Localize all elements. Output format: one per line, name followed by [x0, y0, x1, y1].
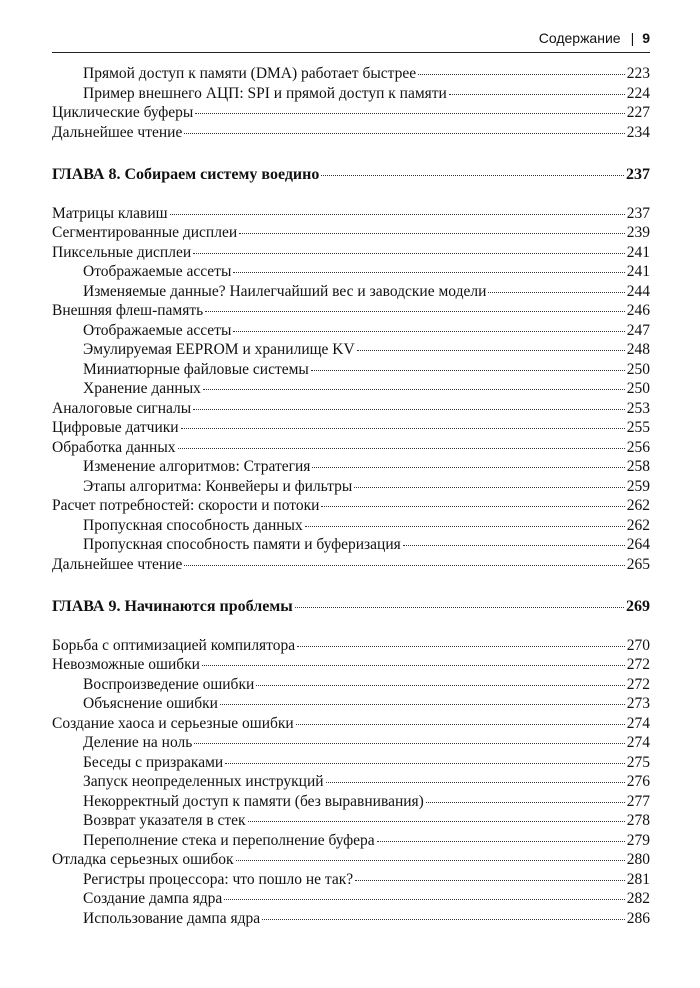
dot-leader	[224, 898, 624, 900]
toc-entry-page: 234	[626, 123, 650, 141]
toc-subsection-entry[interactable]	[52, 753, 650, 773]
dot-leader	[181, 427, 625, 429]
toc-entry-title: Изменение алгоритмов: Стратегия	[83, 458, 311, 475]
dot-leader	[296, 723, 625, 725]
toc-entry-title: Использование дампа ядра	[83, 909, 261, 927]
toc-section-entry[interactable]	[52, 714, 650, 734]
toc-entry-title: Пропускная способность данных	[83, 516, 303, 534]
toc-entry-title: Возврат указателя в стек	[83, 812, 246, 829]
dot-leader	[321, 505, 624, 507]
toc-entry-page: 280	[626, 851, 650, 868]
toc-subsection-entry[interactable]	[52, 772, 650, 792]
table-of-contents	[52, 64, 650, 928]
dot-leader	[170, 213, 625, 215]
page-number: 9	[642, 30, 650, 46]
toc-entry-page: 227	[626, 104, 650, 121]
toc-entry-page: 276	[626, 773, 650, 790]
toc-entry-title: Изменяемые данные? Наилегчайший вес и заводские модели	[83, 282, 487, 300]
toc-subsection-entry[interactable]	[52, 262, 650, 282]
toc-entry-title: Миниатюрные файловые системы	[83, 360, 309, 378]
toc-subsection-entry[interactable]	[52, 321, 650, 341]
dot-leader	[305, 525, 625, 527]
toc-entry-page: 278	[626, 812, 650, 829]
toc-subsection-entry[interactable]	[52, 831, 650, 851]
toc-entry-title: Отображаемые ассеты	[83, 263, 232, 280]
dot-leader	[205, 310, 625, 312]
toc-section-entry[interactable]	[52, 850, 650, 870]
toc-entry-title: Аналоговые сигналы	[52, 399, 192, 417]
toc-section-entry[interactable]	[52, 655, 650, 675]
toc-subsection-entry[interactable]	[52, 84, 650, 104]
toc-subsection-entry[interactable]	[52, 516, 650, 536]
toc-subsection-entry[interactable]	[52, 675, 650, 695]
toc-section-entry[interactable]	[52, 399, 650, 419]
toc-subsection-entry[interactable]	[52, 733, 650, 753]
dot-leader	[220, 703, 625, 705]
toc-entry-page: 272	[626, 656, 650, 673]
toc-section-entry[interactable]	[52, 496, 650, 516]
toc-entry-page: 275	[626, 753, 650, 771]
dot-leader	[311, 369, 625, 371]
toc-entry-title: Прямой доступ к памяти (DMA) работает быстрее	[83, 65, 417, 82]
toc-entry-page: 237	[626, 166, 650, 183]
toc-entry-page: 223	[626, 65, 650, 82]
toc-entry-title: Запуск неопределенных инструкций	[83, 773, 324, 790]
toc-subsection-entry[interactable]	[52, 870, 650, 890]
toc-subsection-entry[interactable]	[52, 694, 650, 714]
toc-entry-title: Пиксельные дисплеи	[52, 243, 192, 261]
toc-entry-page: 241	[626, 263, 650, 280]
toc-entry-title: Сегментированные дисплеи	[52, 224, 238, 241]
toc-entry-title: Невозможные ошибки	[52, 656, 200, 673]
dot-leader	[418, 73, 625, 75]
toc-entry-page: 274	[626, 714, 650, 732]
toc-entry-title: Расчет потребностей: скорости и потоки	[52, 497, 320, 514]
toc-entry-page: 282	[626, 890, 650, 907]
toc-entry-page: 246	[626, 302, 650, 319]
toc-section-entry[interactable]	[52, 123, 650, 143]
dot-leader	[297, 645, 625, 647]
dot-leader	[184, 132, 624, 134]
toc-entry-title: Внешняя флеш-память	[52, 302, 204, 319]
toc-entry-page: 237	[626, 204, 650, 222]
toc-entry-title: Хранение данных	[83, 380, 201, 397]
toc-entry-title: Деление на ноль	[83, 734, 193, 751]
toc-section-entry[interactable]	[52, 555, 650, 575]
dot-leader	[321, 174, 624, 176]
toc-entry-page: 273	[626, 695, 650, 712]
dot-leader	[256, 684, 624, 686]
dot-leader	[194, 742, 624, 744]
toc-entry-page: 272	[626, 675, 650, 693]
dot-leader	[236, 859, 625, 861]
toc-subsection-entry[interactable]	[52, 909, 650, 929]
dot-leader	[426, 801, 625, 803]
toc-entry-page: 244	[626, 282, 650, 300]
dot-leader	[203, 388, 625, 390]
toc-entry-page: 274	[626, 734, 650, 751]
running-head-section: Содержание	[538, 30, 621, 46]
toc-entry-title: Отладка серьезных ошибок	[52, 851, 234, 868]
toc-entry-title: Этапы алгоритма: Конвейеры и фильтры	[83, 477, 353, 495]
toc-entry-page: 259	[626, 477, 650, 495]
toc-entry-title: Эмулируемая EEPROM и хранилище KV	[83, 341, 355, 358]
toc-section-entry[interactable]	[52, 418, 650, 438]
toc-entry-page: 262	[626, 516, 650, 534]
toc-entry-title: Создание хаоса и серьезные ошибки	[52, 714, 294, 732]
toc-section-entry[interactable]	[52, 204, 650, 224]
dot-leader	[312, 466, 624, 468]
toc-entry-page: 256	[626, 438, 650, 456]
dot-leader	[355, 879, 625, 881]
toc-entry-title: Беседы с призраками	[83, 753, 224, 771]
toc-subsection-entry[interactable]	[52, 535, 650, 555]
toc-entry-page: 264	[626, 536, 650, 553]
toc-subsection-entry[interactable]	[52, 64, 650, 84]
toc-entry-page: 279	[626, 831, 650, 849]
dot-leader	[239, 232, 625, 234]
dot-leader	[184, 564, 624, 566]
toc-entry-title: Обработка данных	[52, 438, 176, 456]
toc-entry-title: Некорректный доступ к памяти (без выравнивания)	[83, 792, 424, 810]
toc-entry-page: 262	[626, 497, 650, 514]
dot-leader	[233, 271, 624, 273]
dot-leader	[377, 840, 625, 842]
toc-entry-title: Цифровые датчики	[52, 419, 179, 436]
toc-entry-title: ГЛАВА 9. Начинаются проблемы	[52, 598, 293, 615]
toc-subsection-entry[interactable]	[52, 457, 650, 477]
dot-leader	[178, 447, 625, 449]
toc-subsection-entry[interactable]	[52, 379, 650, 399]
toc-chapter-entry[interactable]	[52, 165, 650, 185]
dot-leader	[449, 93, 625, 95]
toc-entry-page: 241	[626, 243, 650, 261]
dot-leader	[193, 408, 625, 410]
toc-entry-title: Борьба с оптимизацией компилятора	[52, 636, 296, 654]
toc-entry-title: Пропускная способность памяти и буферизация	[83, 536, 401, 553]
toc-entry-title: Регистры процессора: что пошло не так?	[83, 870, 354, 888]
dot-leader	[295, 606, 624, 608]
dot-leader	[233, 330, 624, 332]
toc-section-entry[interactable]	[52, 223, 650, 243]
toc-subsection-entry[interactable]	[52, 282, 650, 302]
toc-entry-title: Объяснение ошибки	[83, 695, 218, 712]
toc-entry-title: Создание дампа ядра	[83, 890, 223, 907]
dot-leader	[195, 112, 624, 114]
toc-entry-title: Воспроизведение ошибки	[83, 675, 255, 693]
toc-entry-page: 250	[626, 380, 650, 397]
toc-entry-page: 239	[626, 224, 650, 241]
toc-section-entry[interactable]	[52, 438, 650, 458]
toc-entry-page: 281	[626, 870, 650, 888]
running-head-separator: |	[630, 30, 635, 46]
toc-entry-page: 258	[626, 458, 650, 475]
toc-entry-page: 286	[626, 909, 650, 927]
dot-leader	[488, 291, 624, 293]
toc-entry-page: 265	[626, 555, 650, 573]
dot-leader	[248, 820, 625, 822]
toc-subsection-entry[interactable]	[52, 889, 650, 909]
toc-entry-page: 224	[626, 84, 650, 102]
page-header	[52, 28, 650, 53]
toc-entry-title: Дальнейшее чтение	[52, 123, 183, 141]
toc-entry-title: Пример внешнего АЦП: SPI и прямой доступ к памяти	[83, 84, 447, 102]
toc-entry-page: 247	[626, 321, 650, 339]
toc-section-entry[interactable]	[52, 636, 650, 656]
dot-leader	[193, 252, 625, 254]
toc-subsection-entry[interactable]	[52, 477, 650, 497]
dot-leader	[354, 486, 624, 488]
toc-section-entry[interactable]	[52, 243, 650, 263]
dot-leader	[225, 762, 625, 764]
toc-entry-page: 253	[626, 399, 650, 417]
toc-entry-page: 269	[626, 598, 650, 615]
toc-entry-page: 255	[626, 419, 650, 436]
toc-subsection-entry[interactable]	[52, 792, 650, 812]
toc-entry-page: 248	[626, 341, 650, 358]
toc-entry-title: Переполнение стека и переполнение буфера	[83, 831, 375, 849]
dot-leader	[403, 544, 625, 546]
toc-subsection-entry[interactable]	[52, 360, 650, 380]
toc-subsection-entry[interactable]	[52, 340, 650, 360]
toc-entry-page: 277	[626, 792, 650, 810]
toc-entry-page: 250	[626, 360, 650, 378]
toc-entry-title: ГЛАВА 8. Собираем систему воедино	[52, 166, 320, 183]
toc-entry-title: Отображаемые ассеты	[83, 321, 232, 339]
dot-leader	[326, 781, 625, 783]
toc-entry-page: 270	[626, 636, 650, 654]
dot-leader	[202, 664, 625, 666]
toc-entry-title: Матрицы клавиш	[52, 204, 168, 222]
toc-section-entry[interactable]	[52, 301, 650, 321]
toc-entry-title: Циклические буферы	[52, 104, 194, 121]
toc-section-entry[interactable]	[52, 103, 650, 123]
toc-subsection-entry[interactable]	[52, 811, 650, 831]
dot-leader	[357, 349, 625, 351]
dot-leader	[262, 918, 625, 920]
toc-chapter-entry[interactable]	[52, 597, 650, 617]
toc-entry-title: Дальнейшее чтение	[52, 555, 183, 573]
